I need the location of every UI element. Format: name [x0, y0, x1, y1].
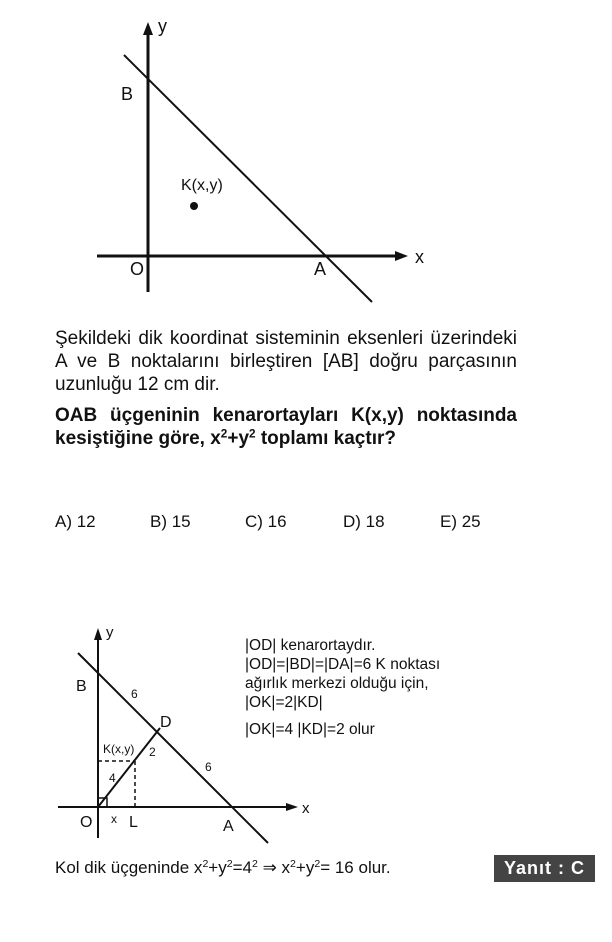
label-a: A [314, 259, 327, 279]
final-sup3: 2 [251, 858, 258, 871]
x-axis-arrow-icon [395, 251, 408, 261]
label-k: K(x,y) [181, 177, 223, 194]
final-mid2: =4 [232, 858, 252, 877]
final-arrow: ⇒ x [257, 858, 291, 877]
solution-line-4: |OK|=2|KD| [245, 694, 323, 711]
label-x: x [415, 247, 424, 267]
label-len-da: 6 [205, 760, 212, 774]
final-equation [55, 858, 391, 878]
final-sup5: 2 [314, 858, 321, 871]
final-pre: Kol dik üçgeninde x [55, 858, 203, 877]
final-mid3: +y [295, 858, 315, 877]
label-b-2: B [76, 678, 87, 695]
label-y: y [158, 16, 167, 36]
question-intro: Şekildeki dik koordinat sisteminin eksenleri üzerindeki A ve B noktalarını birleştiren [AB] doğru parçasının uzunluğu 12 cm dir. [55, 328, 517, 395]
median-od [98, 728, 160, 807]
solution-line-2: |OD|=|BD|=|DA|=6 K noktası [245, 656, 441, 673]
choice-c[interactable]: C) 16 [245, 512, 287, 531]
answer-choices [55, 512, 515, 536]
label-y-2: y [106, 624, 114, 641]
question-prompt-sup1: 2 [220, 427, 228, 441]
choice-d[interactable]: D) 18 [343, 512, 385, 531]
point-k-dot [190, 202, 198, 210]
label-len-ok: 4 [109, 771, 116, 785]
label-len-kd: 2 [149, 745, 156, 759]
label-k-2: K(x,y) [103, 742, 135, 756]
final-mid1: +y [208, 858, 227, 877]
label-len-bd: 6 [131, 687, 138, 701]
label-b: B [121, 84, 134, 104]
question-prompt-sup2: 2 [249, 427, 256, 441]
final-post: = 16 olur. [320, 858, 391, 877]
choice-e[interactable]: E) 25 [440, 512, 481, 531]
question-prompt-mid: +y [227, 428, 250, 449]
label-d-2: D [160, 714, 172, 731]
question-prompt-pre: OAB üçgeninin kenarortayları K(x,y) noktasında kesiştiğine göre, x [55, 405, 517, 449]
choice-a[interactable]: A) 12 [55, 512, 96, 531]
label-x-2: x [302, 800, 310, 817]
y-axis-2-arrow-icon [94, 628, 102, 640]
label-l-2: L [129, 814, 138, 831]
label-len-ol: x [111, 812, 117, 826]
solution-text [245, 636, 515, 739]
segment-ab [124, 55, 372, 302]
answer-badge: Yanıt : C [494, 855, 595, 882]
label-a-2: A [223, 818, 234, 835]
figure-coordinate-system [0, 0, 612, 310]
solution-line-5: |OK|=4 |KD|=2 olur [245, 721, 375, 738]
question-prompt-post: toplamı kaçtır? [255, 428, 396, 449]
final-sup1: 2 [202, 858, 209, 871]
label-o-2: O [80, 814, 93, 831]
y-axis-arrow-icon [143, 22, 153, 35]
label-o: O [130, 259, 145, 279]
final-sup2: 2 [226, 858, 233, 871]
solution-line-3: ağırlık merkezi olduğu için, [245, 675, 429, 692]
choice-b[interactable]: B) 15 [150, 512, 191, 531]
x-axis-2-arrow-icon [286, 803, 298, 811]
final-sup4: 2 [290, 858, 296, 871]
solution-line-1: |OD| kenarortaydır. [245, 637, 376, 654]
question-prompt [55, 404, 517, 450]
